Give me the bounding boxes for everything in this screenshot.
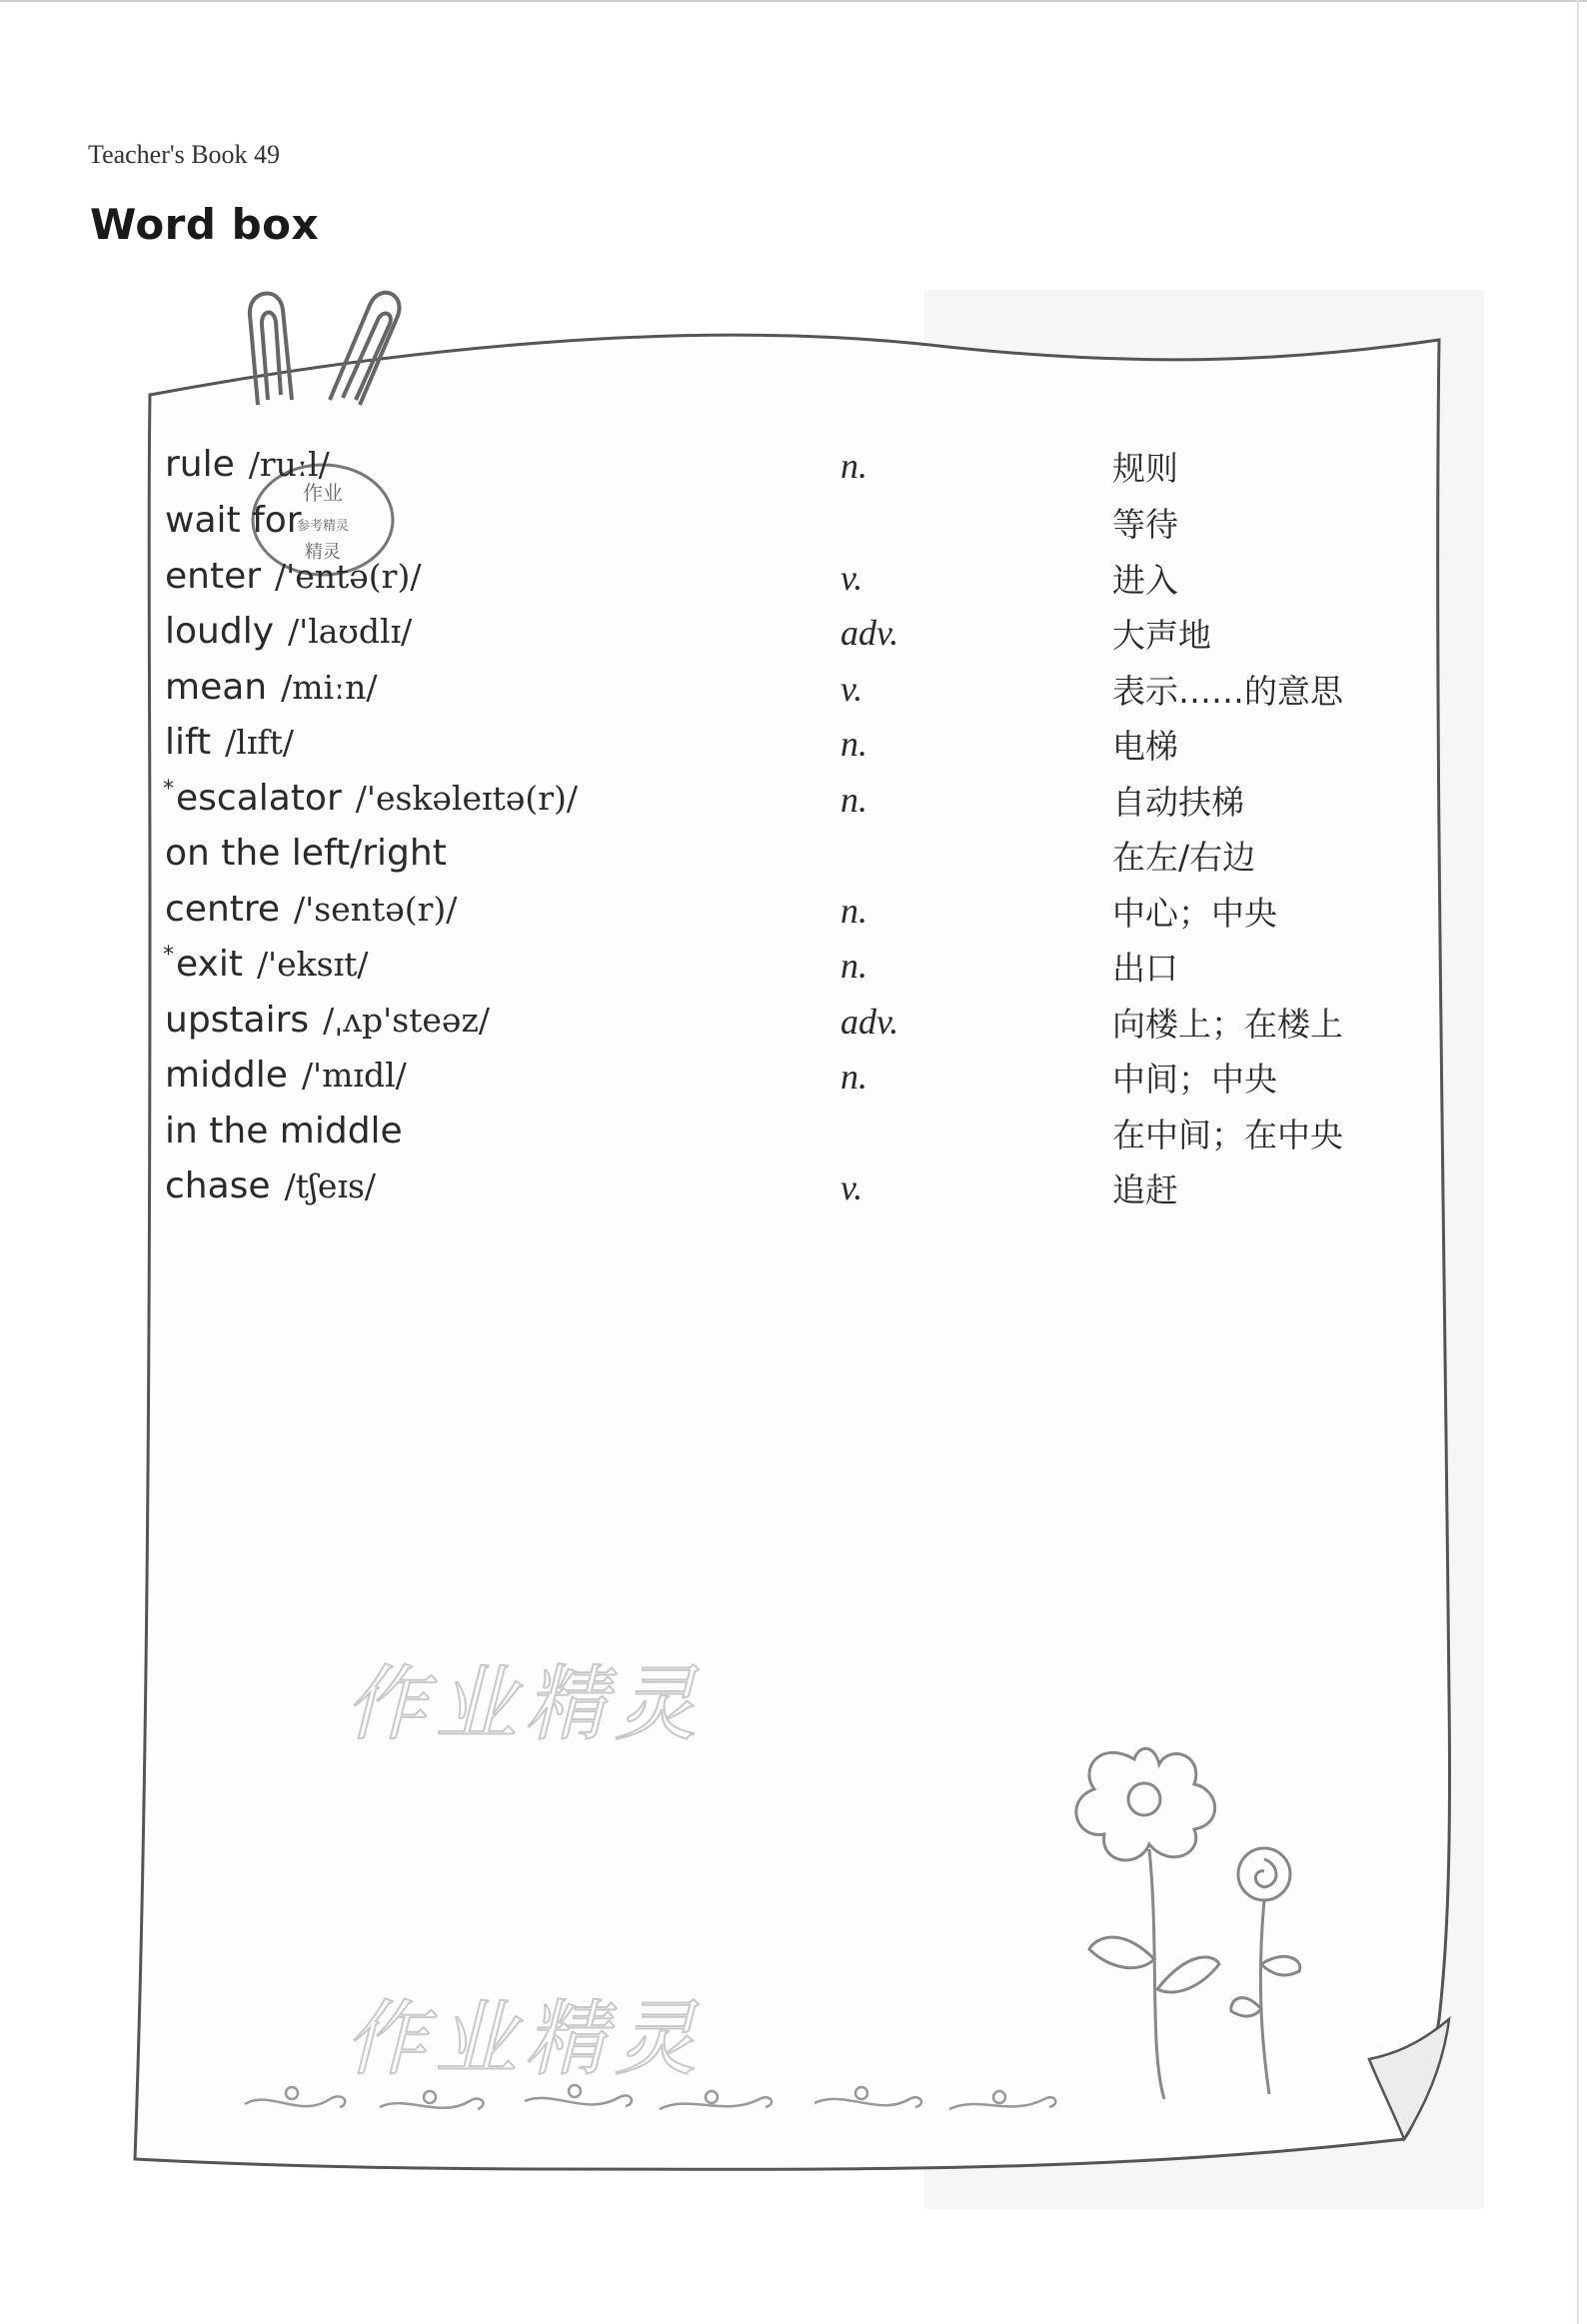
phonetic: /'eskəleɪtə(r)/ <box>355 779 579 818</box>
stamp-text-top: 作业 <box>303 481 343 505</box>
meaning: 追赶 <box>1112 1170 1178 1209</box>
word-entry <box>163 999 490 1041</box>
word-text: lift <box>165 722 212 763</box>
phonetic: /'mɪdl/ <box>301 1056 407 1095</box>
meaning: 中间；中央 <box>1112 1060 1277 1099</box>
phonetic: /ruːl/ <box>248 445 330 484</box>
running-head: Teacher's Book 49 <box>88 140 281 169</box>
meaning: 表示……的意思 <box>1112 672 1343 711</box>
word-entry: *exit /'eksɪt/ <box>163 943 369 985</box>
meaning: 进入 <box>1112 561 1178 600</box>
word-text: exit <box>176 944 243 985</box>
meaning: 在左/右边 <box>1112 838 1256 877</box>
phonetic: /'sentə(r)/ <box>294 890 458 929</box>
word-text: enter <box>165 556 262 597</box>
part-of-speech: v. <box>840 669 863 709</box>
word-entry <box>163 888 457 930</box>
word-row <box>163 943 1392 995</box>
stamp-text-bottom: 精灵 <box>305 542 341 563</box>
word-row <box>163 777 1392 829</box>
word-entry <box>163 1110 417 1152</box>
word-row <box>163 1110 1392 1162</box>
word-row <box>163 499 1392 551</box>
part-of-speech: adv. <box>840 1002 899 1042</box>
meaning: 出口 <box>1112 949 1178 988</box>
meaning: 规则 <box>1112 449 1178 488</box>
phonetic: /lɪft/ <box>225 723 294 762</box>
word-entry <box>163 1164 376 1206</box>
word-text: mean <box>165 667 268 708</box>
word-text: middle <box>165 1055 288 1096</box>
word-text: loudly <box>165 611 275 652</box>
word-row <box>163 999 1392 1051</box>
part-of-speech: v. <box>840 1167 863 1207</box>
phonetic: /miːn/ <box>281 668 378 707</box>
part-of-speech: v. <box>840 558 863 598</box>
meaning: 等待 <box>1112 505 1178 544</box>
phonetic: /tʃeɪs/ <box>284 1166 377 1205</box>
meaning: 向楼上；在楼上 <box>1112 1005 1343 1044</box>
part-of-speech: adv. <box>840 613 899 653</box>
word-text: wait for <box>165 500 302 541</box>
part-of-speech: n. <box>840 891 867 931</box>
watermark-upper: 作业精灵 <box>345 1657 705 1752</box>
word-entry <box>163 610 412 652</box>
word-text: upstairs <box>165 1000 310 1041</box>
meaning: 在中间；在中央 <box>1112 1116 1343 1155</box>
word-row <box>163 832 1392 884</box>
stamp-text-middle: 参考精灵 <box>296 519 350 534</box>
meaning: 自动扶梯 <box>1112 783 1244 822</box>
word-row <box>163 666 1392 718</box>
word-entry <box>163 555 421 597</box>
word-text: centre <box>165 889 281 930</box>
word-row <box>163 888 1392 940</box>
word-entry: *escalator /'eskəleɪtə(r)/ <box>163 777 579 819</box>
word-entry <box>163 721 294 763</box>
part-of-speech: n. <box>840 780 867 820</box>
word-text: escalator <box>176 778 342 819</box>
word-row <box>163 1164 1392 1216</box>
word-row <box>163 721 1392 773</box>
word-row <box>163 555 1392 607</box>
word-row <box>163 443 1392 495</box>
word-entry <box>163 666 378 708</box>
word-entry <box>163 443 330 485</box>
word-text: chase <box>165 1165 271 1206</box>
part-of-speech: n. <box>840 1057 867 1097</box>
word-row <box>163 610 1392 662</box>
phonetic: /'entə(r)/ <box>275 557 422 596</box>
word-text: rule <box>165 444 235 485</box>
phonetic: /ˌʌp'steəz/ <box>323 1001 490 1040</box>
phonetic: /'eksɪt/ <box>256 945 369 984</box>
part-of-speech: n. <box>840 946 867 986</box>
page-title: Word box <box>90 200 320 249</box>
meaning: 大声地 <box>1112 616 1211 655</box>
phonetic: /'laʊdlɪ/ <box>288 612 413 651</box>
word-entry <box>163 499 316 541</box>
part-of-speech: n. <box>840 724 867 764</box>
word-text: on the left/right <box>165 833 447 874</box>
word-entry <box>163 832 461 874</box>
word-text: in the middle <box>165 1111 403 1152</box>
word-row <box>163 1054 1392 1106</box>
word-entry <box>163 1054 407 1096</box>
meaning: 中心；中央 <box>1112 894 1277 933</box>
part-of-speech: n. <box>840 446 867 486</box>
meaning: 电梯 <box>1112 727 1178 766</box>
watermark-lower: 作业精灵 <box>345 1992 705 2087</box>
